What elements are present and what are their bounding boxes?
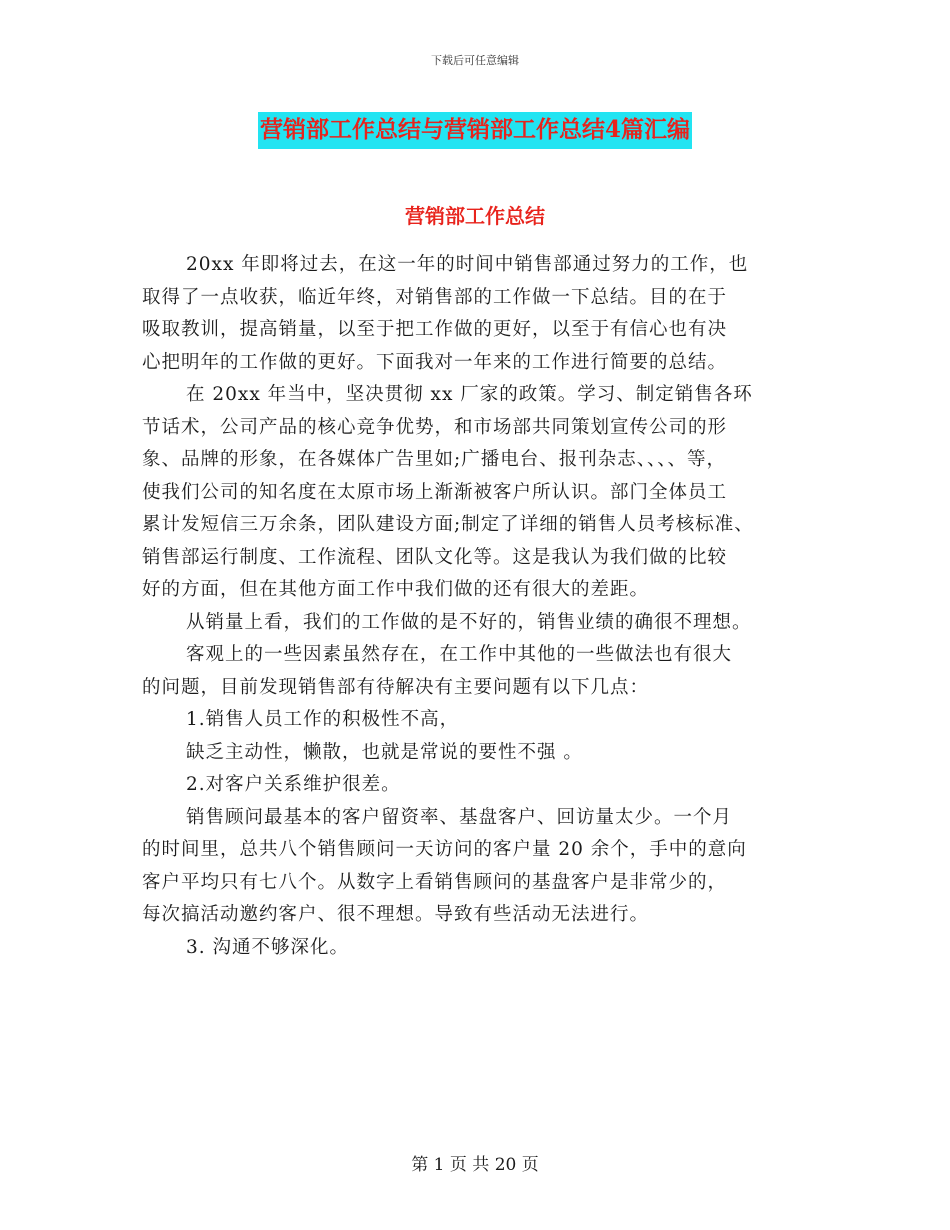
page-header: 下载后可任意编辑 (431, 54, 519, 67)
paragraph-line: 每次搞活动邀约客户、很不理想。导致有些活动无法进行。 (142, 904, 650, 925)
paragraph-line: 从销量上看，我们的工作做的是不好的，销售业绩的确很不理想。 (186, 611, 752, 633)
body-text (142, 249, 818, 964)
page-footer: 第 1 页 共 20 页 (411, 1155, 539, 1175)
paragraph-line: 累计发短信三万余条，团队建设方面;制定了详细的销售人员考核标准、 (142, 514, 754, 535)
document-title: 营销部工作总结与营销部工作总结4篇汇编 (258, 112, 692, 149)
paragraph-line: 20xx 年即将过去，在这一年的时间中销售部通过努力的工作，也 (186, 254, 749, 275)
paragraph-line: 的问题，目前发现销售部有待解决有主要问题有以下几点： (142, 676, 650, 698)
paragraph-line: 象、品牌的形象，在各媒体广告里如;广播电台、报刊杂志、、、、等， (142, 449, 726, 470)
paragraph-line: 的时间里，总共八个销售顾问一天访问的客户量 20 余个，手中的意向 (142, 839, 747, 860)
paragraph-line: 客户平均只有七八个。从数字上看销售顾问的基盘客户是非常少的， (142, 871, 728, 893)
paragraph-line: 使我们公司的知名度在太原市场上渐渐被客户所认识。部门全体员工 (142, 481, 728, 503)
paragraph-line: 吸取教训，提高销量，以至于把工作做的更好，以至于有信心也有决 (142, 319, 728, 340)
paragraph-line: 节话术，公司产品的核心竞争优势，和市场部共同策划宣传公司的形 (142, 416, 728, 438)
paragraph-line: 缺乏主动性，懒散，也就是常说的要性不强 。 (186, 741, 583, 763)
paragraph-line: 在 20xx 年当中，坚决贯彻 xx 厂家的政策。学习、制定销售各环 (186, 384, 753, 405)
paragraph-line: 取得了一点收获，临近年终，对销售部的工作做一下总结。目的在于 (142, 286, 728, 308)
paragraph-line: 好的方面，但在其他方面工作中我们做的还有很大的差距。 (142, 579, 650, 600)
list-item: 1.销售人员工作的积极性不高， (186, 709, 460, 730)
section-title: 营销部工作总结 (405, 204, 545, 228)
paragraph-line: 销售部运行制度、工作流程、团队文化等。这是我认为我们做的比较 (142, 546, 728, 568)
document-title-container (0, 112, 950, 149)
paragraph-line: 客观上的一些因素虽然存在，在工作中其他的一些做法也有很大 (186, 644, 733, 665)
list-item: 2.对客户关系维护很差。 (186, 774, 401, 795)
paragraph-line: 销售顾问最基本的客户留资率、基盘客户、回访量太少。一个月 (186, 806, 733, 828)
list-item: 3. 沟通不够深化。 (186, 936, 350, 958)
paragraph-line: 心把明年的工作做的更好。下面我对一年来的工作进行简要的总结。 (142, 351, 728, 373)
